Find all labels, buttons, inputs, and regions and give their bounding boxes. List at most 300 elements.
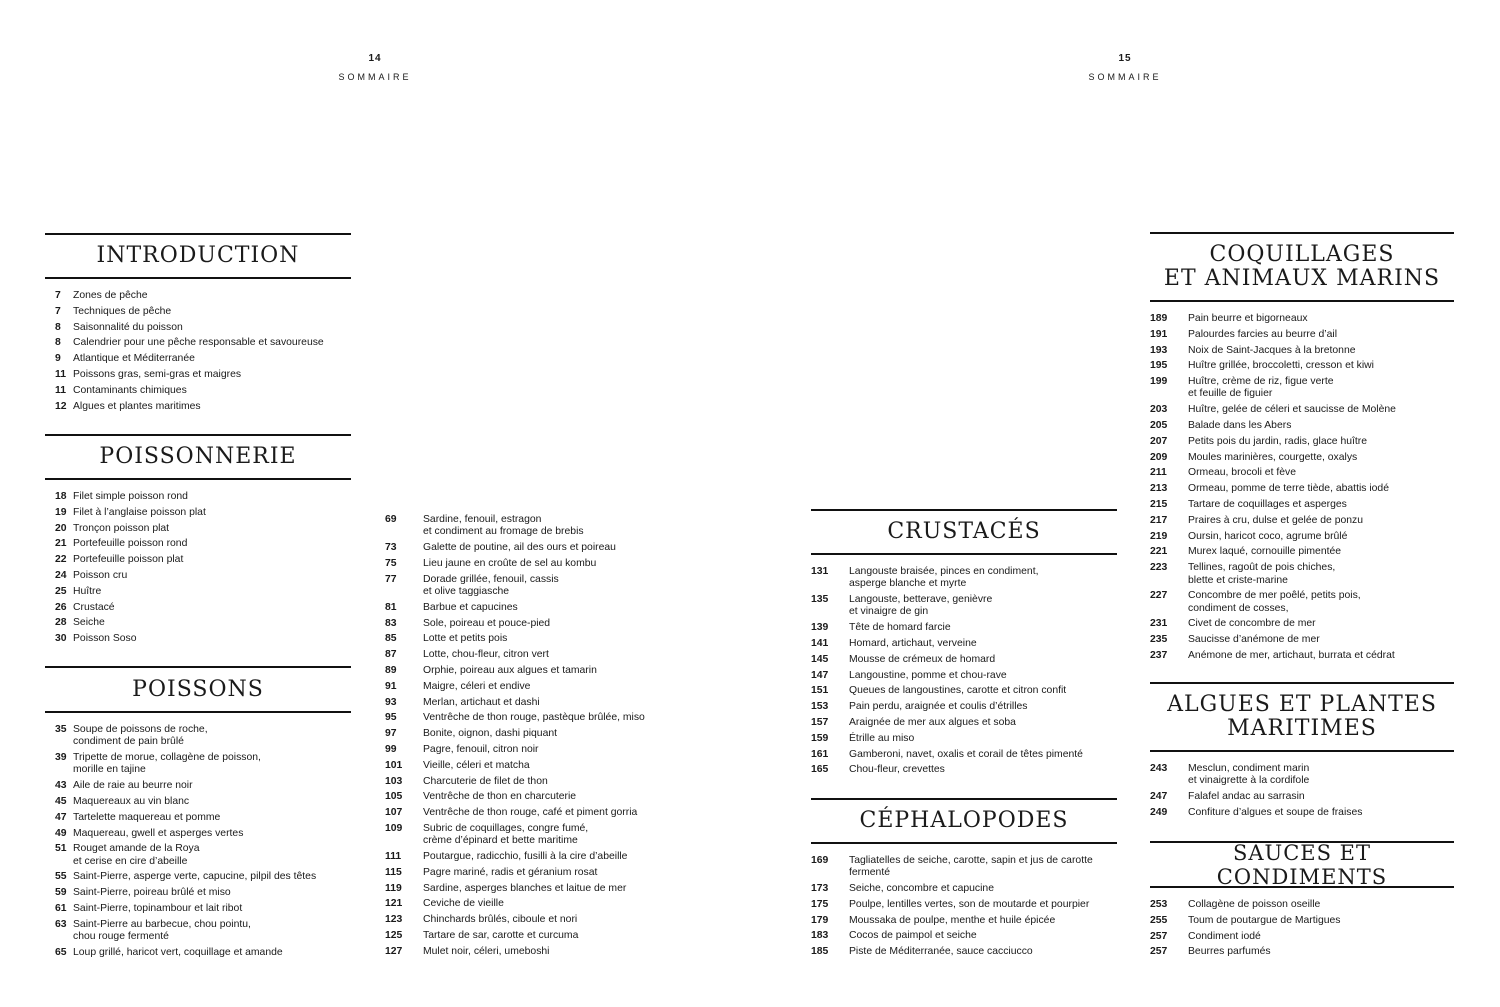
toc-page-number: 26 [55,601,67,613]
toc-entry-title: Galette de poutine, ail des ours et poireau [423,542,616,554]
toc-entry-title: Ventrêche de thon rouge, pastèque brûlée, miso [423,712,645,724]
toc-page-number: 131 [811,566,829,577]
toc-page-number: 59 [55,887,67,899]
toc-page-number: 169 [811,855,829,866]
toc-entry [385,618,675,630]
toc-entry [1150,590,1454,615]
toc-entry [811,930,1117,942]
toc-entry [1150,515,1454,527]
toc-entry [811,654,1117,666]
toc-entry [1150,931,1454,943]
toc-page-number: 119 [385,882,402,894]
toc-page-number: 165 [811,764,829,776]
toc-entry [811,899,1117,911]
toc-entry [385,898,675,910]
toc-entry-title: Zones de pêche [73,290,148,301]
section-introduction [45,233,351,416]
toc-list [45,724,351,959]
toc-entry-title: Mousse de crémeux de homard [849,653,996,665]
toc-entry [45,780,351,792]
toc-entry [385,867,675,879]
toc-page-number: 125 [385,930,403,942]
toc-page-number: 9 [55,353,61,365]
toc-page-number: 213 [1150,483,1168,495]
toc-page-number: 95 [385,712,397,724]
toc-entry-title: Chinchards brûlés, ciboule et nori [423,914,578,926]
section-poissons [45,666,351,963]
toc-entry [1150,452,1454,464]
section-title [1150,232,1454,302]
toc-entry-title: Poutargue, radicchio, fusilli à la cire d’abeille [423,851,628,863]
toc-page-number: 121 [385,898,403,910]
toc-page-number: 8 [55,321,61,333]
toc-entry [45,871,351,883]
toc-page-number: 109 [385,822,403,834]
toc-page-number: 83 [385,617,397,629]
toc-entry-title: Poulpe, lentilles vertes, son de moutarde et pourpier [849,898,1090,910]
toc-entry-title: Pain beurre et bigorneaux [1188,313,1308,324]
toc-entry-title: Portefeuille poisson plat [73,554,184,566]
toc-page-number: 21 [55,538,67,550]
toc-entry [385,776,675,788]
toc-entry [1150,546,1454,558]
toc-entry [45,887,351,899]
toc-list [1150,763,1454,819]
toc-entry-title: Orphie, poireau aux algues et tamarin [423,664,597,676]
toc-page-number: 153 [811,701,829,713]
section-poissons-continued [385,514,675,962]
toc-page-number: 93 [385,696,397,708]
toc-page-number: 7 [55,305,61,317]
toc-entry [385,665,675,677]
toc-entry-title: Cocos de paimpol et seiche [849,930,977,942]
toc-entry [1150,634,1454,646]
toc-page-number: 231 [1150,618,1168,630]
section-title: POISSONS [45,666,351,713]
toc-entry [45,828,351,840]
toc-entry [385,791,675,803]
toc-entry-title: Civet de concombre de mer [1188,618,1316,630]
toc-page-number: 115 [385,866,402,878]
toc-entry [45,538,351,550]
toc-entry [811,733,1117,745]
toc-entry [385,681,675,693]
toc-page-number: 209 [1150,451,1168,463]
toc-entry-title: Palourdes farcies au beurre d’ail [1188,328,1338,340]
toc-entry [811,566,1117,591]
toc-entry-title: Aile de raie au beurre noir [73,780,193,792]
toc-entry [811,717,1117,729]
toc-entry-title: Techniques de pêche [73,305,172,317]
toc-entry [45,369,351,381]
toc-list [811,566,1117,777]
toc-entry-title: Mulet noir, céleri, umeboshi [423,945,550,957]
toc-entry-title: Queues de langoustines, carotte et citron confit [849,685,1067,697]
toc-entry-title: Filet à l’anglaise poisson plat [73,506,206,518]
toc-entry [385,914,675,926]
toc-page-number: 11 [55,384,66,396]
toc-page-number: 141 [811,637,829,649]
toc-page-number: 211 [1150,467,1167,479]
toc-page-number: 61 [55,903,67,915]
toc-entry-title: Maquereaux au vin blanc [73,795,190,807]
toc-page-number: 35 [55,724,67,735]
toc-entry [385,930,675,942]
toc-page-number: 157 [811,716,829,728]
toc-entry [45,947,351,959]
toc-entry [811,946,1117,958]
toc-page-number: 91 [385,680,397,692]
toc-entry-title: Mesclun, condiment marin et vinaigrette à la cordifole [1188,763,1310,787]
toc-page-number: 145 [811,653,829,665]
toc-entry-title: Huître [73,585,102,597]
toc-entry [45,812,351,824]
section-title-line: MARITIMES [1227,716,1377,741]
toc-entry [45,586,351,598]
toc-page-number: 103 [385,775,403,787]
toc-page-number: 39 [55,752,67,764]
toc-page-number: 227 [1150,590,1168,602]
toc-entry [1150,562,1454,587]
toc-entry [1150,531,1454,543]
toc-entry-title: Chou-fleur, crevettes [849,764,945,776]
toc-entry [385,558,675,570]
toc-page-number: 20 [55,522,67,534]
toc-page-number: 22 [55,554,67,566]
toc-entry [1150,313,1454,325]
toc-page-number: 203 [1150,404,1168,416]
toc-page-number: 47 [55,811,67,823]
toc-page-number: 255 [1150,914,1168,926]
toc-entry [45,385,351,397]
toc-page-number: 69 [385,514,397,525]
toc-entry-title: Piste de Méditerranée, sauce cacciucco [849,946,1033,958]
toc-entry-title: Tartelette maquereau et pomme [73,811,221,823]
toc-page-number: 193 [1150,344,1168,356]
toc-entry-title: Huître, crème de riz, figue verte et feuille de figuier [1188,376,1334,400]
toc-page-number: 249 [1150,806,1168,818]
toc-page-number: 237 [1150,650,1168,662]
section-title: POISSONNERIE [45,434,351,480]
toc-entry-title: Étrille au miso [849,732,915,744]
toc-entry [45,724,351,749]
toc-entry-title: Bonite, oignon, dashi piquant [423,728,558,740]
section-title [1150,682,1454,752]
toc-entry-title: Tartare de sar, carotte et curcuma [423,930,579,942]
toc-page-number: 257 [1150,946,1168,958]
toc-entry [811,883,1117,895]
toc-page-number: 127 [385,945,403,957]
section-crustaces [811,509,1117,780]
toc-entry [811,638,1117,650]
toc-entry [45,353,351,365]
toc-entry [1150,467,1454,479]
toc-page-number: 7 [55,290,61,301]
toc-page-number: 73 [385,542,397,554]
toc-page-number: 199 [1150,376,1168,388]
toc-entry [1150,420,1454,432]
toc-entry-title: Tartare de coquillages et asperges [1188,499,1347,511]
toc-entry [385,542,675,554]
toc-page-number: 77 [385,573,397,585]
toc-page-number: 139 [811,622,829,634]
toc-page-number: 11 [55,368,66,380]
toc-entry [1150,329,1454,341]
toc-entry [45,337,351,349]
toc-list [45,290,351,413]
toc-entry-title: Vieille, céleri et matcha [423,759,530,771]
toc-entry [45,602,351,614]
toc-entry [45,843,351,868]
toc-page-number: 183 [811,930,829,942]
toc-page-number: 179 [811,914,829,926]
section-poissonnerie [45,434,351,649]
toc-page-number: 243 [1150,763,1168,774]
toc-entry-title: Collagène de poisson oseille [1188,899,1321,910]
toc-page-number: 97 [385,728,397,740]
toc-entry-title: Tripette de morue, collagène de poisson, morille en tajine [73,752,261,776]
toc-entry-title: Langouste, betterave, genièvre et vinaigre de gin [849,594,993,618]
toc-entry [45,322,351,334]
toc-page-number: 107 [385,807,403,819]
toc-entry-title: Langoustine, pomme et chou-rave [849,669,1007,681]
toc-page-number: 105 [385,791,403,803]
toc-page-number: 185 [811,946,829,958]
toc-page-number: 55 [55,871,67,883]
toc-entry-title: Falafel andac au sarrasin [1188,791,1305,803]
toc-entry-title: Subric de coquillages, congre fumé, crème d’épinard et bette maritime [423,822,589,847]
toc-page-number: 247 [1150,791,1168,803]
toc-entry [1150,376,1454,401]
toc-page-number: 161 [811,748,829,760]
toc-entry [1150,650,1454,662]
toc-entry-title: Concombre de mer poêlé, petits pois, condiment de cosses, [1188,590,1361,614]
toc-page-number: 75 [385,557,397,569]
section-title-line: ET ANIMAUX MARINS [1163,266,1441,291]
toc-page-number: 173 [811,883,829,895]
toc-entry [811,855,1117,880]
toc-entry [45,633,351,645]
toc-entry-title: Tagliatelles de seiche, carotte, sapin et jus de carotte fermenté [849,855,1093,879]
toc-entry [1150,360,1454,372]
toc-entry-title: Gamberoni, navet, oxalis et corail de têtes pimenté [849,748,1083,760]
toc-entry-title: Charcuterie de filet de thon [423,775,548,787]
running-header: SOMMAIRE [338,72,412,82]
toc-page-number: 81 [385,601,397,613]
toc-entry [45,752,351,777]
toc-entry [385,649,675,661]
toc-page-number: 25 [55,585,67,597]
toc-entry [811,701,1117,713]
toc-page-number: 207 [1150,435,1168,447]
toc-entry-title: Maigre, céleri et endive [423,680,531,692]
toc-entry-title: Ormeau, pomme de terre tiède, abattis iodé [1188,483,1389,495]
toc-entry-title: Loup grillé, haricot vert, coquillage et amande [73,946,283,958]
toc-page-number: 99 [385,743,397,755]
toc-page-number: 43 [55,780,67,792]
toc-entry [811,764,1117,776]
toc-page-number: 18 [55,491,67,502]
running-header: SOMMAIRE [1088,72,1162,82]
toc-entry-title: Oursin, haricot coco, agrume brûlé [1188,530,1348,542]
toc-entry [1150,345,1454,357]
toc-entry [1150,483,1454,495]
toc-page-number: 65 [55,946,67,958]
toc-entry [811,685,1117,697]
toc-entry-title: Contaminants chimiques [73,384,187,396]
section-sauces [1150,841,1454,962]
toc-entry-title: Poissons gras, semi-gras et maigres [73,368,242,380]
toc-page-number: 151 [811,685,829,697]
toc-entry-title: Filet simple poisson rond [73,491,188,502]
toc-entry-title: Toum de poutargue de Martigues [1188,914,1341,926]
toc-entry [45,796,351,808]
toc-page-number: 205 [1150,420,1168,432]
toc-page-number: 87 [385,649,397,661]
toc-entry [1150,404,1454,416]
toc-page-number: 45 [55,795,67,807]
toc-entry-title: Huître grillée, broccoletti, cresson et kiwi [1188,360,1374,372]
toc-entry-title: Saisonnalité du poisson [73,321,183,333]
toc-entry [385,514,675,539]
toc-entry-title: Soupe de poissons de roche, condiment de pain brûlé [73,724,208,748]
toc-page-number: 28 [55,617,67,629]
toc-entry [385,744,675,756]
toc-entry-title: Pain perdu, araignée et coulis d’étrilles [849,701,1028,713]
toc-list [45,491,351,645]
toc-entry-title: Dorade grillée, fenouil, cassis et olive taggiasche [423,573,559,597]
toc-entry-title: Poisson cru [73,569,128,581]
toc-entry-title: Condiment iodé [1188,930,1261,942]
toc-entry-title: Saint-Pierre, poireau brûlé et miso [73,887,231,899]
section-title: CRUSTACÉS [811,509,1117,555]
toc-entry [385,946,675,958]
toc-entry-title: Praires à cru, dulse et gelée de ponzu [1188,514,1364,526]
toc-entry [1150,791,1454,803]
toc-page-number: 219 [1150,530,1168,542]
toc-entry-title: Anémone de mer, artichaut, burrata et cédrat [1188,650,1395,662]
toc-entry-title: Portefeuille poisson rond [73,538,188,550]
toc-entry-title: Saucisse d’anémone de mer [1188,634,1320,646]
toc-entry [385,823,675,848]
toc-entry [811,749,1117,761]
section-title: INTRODUCTION [45,233,351,279]
toc-list [385,514,675,958]
toc-entry-title: Crustacé [73,601,115,613]
toc-list [1150,313,1454,662]
toc-entry [45,401,351,413]
toc-entry [1150,763,1454,788]
toc-entry [45,570,351,582]
toc-entry-title: Lieu jaune en croûte de sel au kombu [423,557,597,569]
toc-page-number: 189 [1150,313,1168,324]
toc-page-number: 30 [55,633,67,645]
toc-entry [45,507,351,519]
toc-entry-title: Homard, artichaut, verveine [849,637,977,649]
toc-entry [1150,946,1454,958]
toc-page-number: 111 [385,851,402,863]
toc-entry-title: Seiche [73,617,105,629]
toc-page-number: 101 [385,759,403,771]
toc-entry [45,306,351,318]
toc-entry [45,491,351,503]
toc-entry [1150,499,1454,511]
toc-entry [1150,807,1454,819]
toc-page-number: 223 [1150,562,1168,574]
toc-entry-title: Ventrêche de thon en charcuterie [423,791,577,803]
toc-page-number: 123 [385,914,403,926]
toc-entry-title: Petits pois du jardin, radis, glace huître [1188,435,1368,447]
toc-entry-title: Barbue et capucines [423,601,518,613]
page-number: 15 [1118,53,1132,64]
toc-page-number: 253 [1150,899,1168,910]
right-page-folio [1065,53,1185,82]
toc-page-number: 135 [811,594,829,606]
toc-entry-title: Confiture d’algues et soupe de fraises [1188,806,1363,818]
toc-entry [45,919,351,944]
toc-page-number: 63 [55,918,67,930]
toc-entry [1150,618,1454,630]
toc-entry-title: Balade dans les Abers [1188,420,1292,432]
toc-page-number: 235 [1150,634,1168,646]
toc-page-number: 51 [55,843,67,855]
toc-page-number: 24 [55,569,67,581]
toc-page-number: 175 [811,898,829,910]
toc-entry-title: Maquereau, gwell et asperges vertes [73,827,244,839]
toc-page-number: 217 [1150,514,1168,526]
toc-entry-title: Poisson Soso [73,633,137,645]
toc-entry-title: Pagre mariné, radis et géranium rosat [423,866,598,878]
toc-page-number: 147 [811,669,829,681]
toc-page-number: 215 [1150,499,1168,511]
toc-entry-title: Saint-Pierre au barbecue, chou pointu, chou rouge fermenté [73,918,251,943]
toc-entry [45,554,351,566]
toc-entry-title: Ceviche de vieille [423,898,504,910]
toc-entry-title: Araignée de mer aux algues et soba [849,716,1016,728]
toc-page-number: 221 [1150,546,1168,558]
toc-entry [385,633,675,645]
left-page-folio [315,53,435,82]
section-title-line: ALGUES ET PLANTES [1167,692,1437,717]
toc-entry [45,523,351,535]
toc-entry-title: Sardine, fenouil, estragon et condiment au fromage de brebis [423,514,584,538]
toc-entry-title: Lotte et petits pois [423,633,508,645]
toc-page-number: 8 [55,337,61,349]
page-number: 14 [368,53,382,64]
toc-entry-title: Murex laqué, cornouille pimentée [1188,546,1342,558]
section-cephalopodes [811,798,1117,962]
toc-entry [385,602,675,614]
toc-entry [811,670,1117,682]
toc-page-number: 257 [1150,930,1168,942]
section-title: SAUCES ET CONDIMENTS [1150,841,1454,888]
toc-entry-title: Saint-Pierre, topinambour et lait ribot [73,903,243,915]
toc-entry-title: Lotte, chou-fleur, citron vert [423,649,549,661]
toc-entry-title: Ventrêche de thon rouge, café et piment gorria [423,807,638,819]
toc-entry-title: Rouget amande de la Roya et cerise en cire d’abeille [73,843,200,867]
toc-entry-title: Merlan, artichaut et dashi [423,696,540,708]
toc-page-number: 191 [1150,328,1168,340]
toc-page-number: 12 [55,400,67,412]
toc-entry-title: Atlantique et Méditerranée [73,353,195,365]
toc-entry-title: Saint-Pierre, asperge verte, capucine, pilpil des têtes [73,871,317,883]
toc-entry [45,617,351,629]
toc-entry-title: Sole, poireau et pouce-pied [423,617,551,629]
toc-entry-title: Ormeau, brocoli et fève [1188,467,1296,479]
toc-entry-title: Langouste braisée, pinces en condiment, asperge blanche et myrte [849,566,1039,590]
toc-entry-title: Sardine, asperges blanches et laitue de mer [423,882,627,894]
toc-entry-title: Tronçon poisson plat [73,522,170,534]
